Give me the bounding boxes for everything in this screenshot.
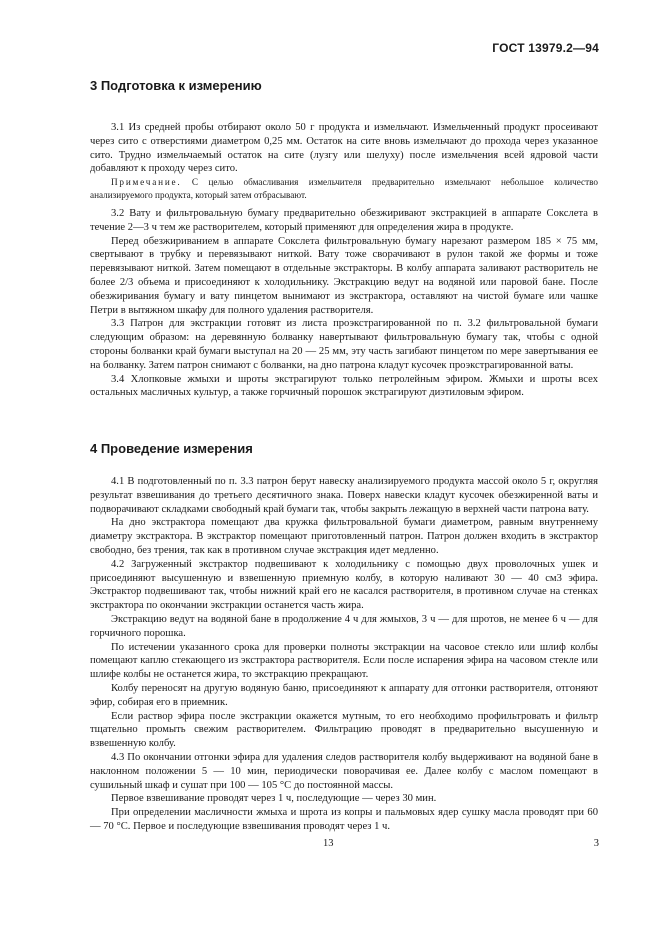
- paragraph-3-1-block: [90, 121, 598, 176]
- paragraph-4-2-check: По истечении указанного срока для проверки полноты экстракции на часовое стекло или шлиф колбы помещают каплю стекающего из экстрактора растворителя. Если после испарения эфира на часовом стекле или шлифе колбы не останется жира, то экстракцию прекращают.: [90, 641, 598, 681]
- paragraph-3-2-continued: Перед обезжириванием в аппарате Сокслета фильтровальную бумагу нарезают размером 185 × 75 мм, свертывают в трубку и перевязывают ниткой. Вату тоже сворачивают в рулон такой же формы и тоже перевязывают ниткой. Затем помещают в отдельные экстракторы. В колбу аппарата заливают растворитель не более 2/3 объема и присоединяют к холодильнику. Экстракцию ведут на водяной или паровой бане. После обезжиривания бумагу и вату пинцетом вынимают из экстрактора, оставляют на чистой бумаге или чашке Петри в вытяжном шкафу для полного удаления растворителя.: [90, 235, 598, 316]
- note-label: Примечание.: [111, 177, 182, 187]
- paragraph-4-2-distill: Колбу переносят на другую водяную баню, присоединяют к аппарату для отгонки растворителя, отгоняют эфир, собирая его в приемник.: [90, 682, 598, 708]
- section-4-title: 4 Проведение измерения: [90, 441, 253, 456]
- paragraph-4-1: 4.1 В подготовленный по п. 3.3 патрон берут навеску анализируемого продукта массой около 5 г, округляя результат взвешивания до третьего десятичного знака. Поверх навески кладут кусочек обезжиренной ваты и подворачивают складками свободный край бумаги так, чтобы закрыть лежащую в верхней части патрона вату.: [90, 476, 598, 515]
- note-block: [90, 176, 598, 201]
- paragraph-3-2-block: [90, 207, 598, 400]
- paragraph-4-3-copra: При определении масличности жмыха и шрота из копры и пальмовых ядер сушку масла проводят при 60 — 70 °С. Первое и последующие взвешивания проводят через 1 ч.: [90, 807, 598, 832]
- paragraph-4-3-weighing: Первое взвешивание проводят через 1 ч, последующие — через 30 мин.: [111, 793, 437, 805]
- note-paragraph: [90, 176, 598, 201]
- paragraph-3-1: 3.1 Из средней пробы отбирают около 50 г продукта и измельчают. Измельченный продукт просеивают через сито с отверстиями диаметром 0,25 мм. Остаток на сите вновь измельчают до прохода через указанное сито. Трудно измельчаемый остаток на сите (лузгу или шелуху) после измельчения всей ядровой части добавляют к проходу через сито.: [90, 122, 598, 175]
- paragraph-3-4: 3.4 Хлопковые жмыхи и шроты экстрагируют только петролейным эфиром. Жмыхи и шроты всех остальных масличных культур, а также горчичный порошок экстрагируют диэтиловым эфиром.: [90, 373, 598, 399]
- paragraph-3-3: 3.3 Патрон для экстракции готовят из листа проэкстрагированной по п. 3.2 фильтровальной бумаги следующим образом: на деревянную болванку навертывают фильтровальную бумагу так, чтобы с одной стороны болванки край бумаги выступал на 20 — 25 мм, эту часть загибают пинцетом по мере завертывания ее на болванку. Затем патрон снимают с болванки, на дно патрона кладут кусочек проэкстрагированной ваты.: [90, 318, 598, 371]
- document-code: ГОСТ 13979.2—94: [492, 41, 599, 55]
- page-number: 13: [323, 838, 334, 849]
- paragraph-4-2-filter: Если раствор эфира после экстракции окажется мутным, то его необходимо профильтровать и фильтр тщательно промыть свежим растворителем. Фильтрацию проводят в предварительно высушенную и взвешенную колбу.: [90, 710, 598, 750]
- page-number-right: 3: [593, 838, 599, 849]
- paragraph-4-1-continued: На дно экстрактора помещают два кружка фильтровальной бумаги диаметром, равным внутреннему диаметру экстрактора. В экстрактор помещают приготовленный патрон. Патрон должен входить в экстрактор свободно, без трения, так как в противном случае экстракция идет медленно.: [90, 517, 598, 556]
- paragraph-3-2: 3.2 Вату и фильтровальную бумагу предварительно обезжиривают экстракцией в аппарате Сокслета в течение 2—3 ч тем же растворителем, который применяют для определения жира в продукте.: [90, 208, 598, 233]
- paragraph-4-2: 4.2 Загруженный экстрактор подвешивают к холодильнику с помощью двух проволочных ушек и присоединяют высушенную и взвешенную приемную колбу, в которую наливают 30 — 40 см3 эфира. Экстрактор подвешивают так, чтобы нижний край его не касался растворителя, в противном случае на стенках экстрактора по окончании экстракции останется часть жира.: [90, 558, 598, 612]
- note-text: С целью обмасливания измельчителя предварительно измельчают небольшое количество анализируемого продукта, который затем отбрасывают.: [90, 177, 599, 200]
- paragraph-4-2-extraction: Экстракцию ведут на водяной бане в продолжение 4 ч для жмыхов, 3 ч — для шротов, не менее 6 ч — для горчичного порошка.: [90, 613, 598, 639]
- paragraph-4-3: 4.3 По окончании отгонки эфира для удаления следов растворителя колбу выдерживают на водяной бане в наклонном положении 5 — 10 мин, периодически поворачивая ее. Далее колбу с маслом помещают в сушильный шкаф и сушат при 100 — 105 °С до постоянной массы.: [90, 751, 598, 791]
- section-4-block: [90, 475, 598, 834]
- section-3-title: 3 Подготовка к измерению: [90, 78, 262, 93]
